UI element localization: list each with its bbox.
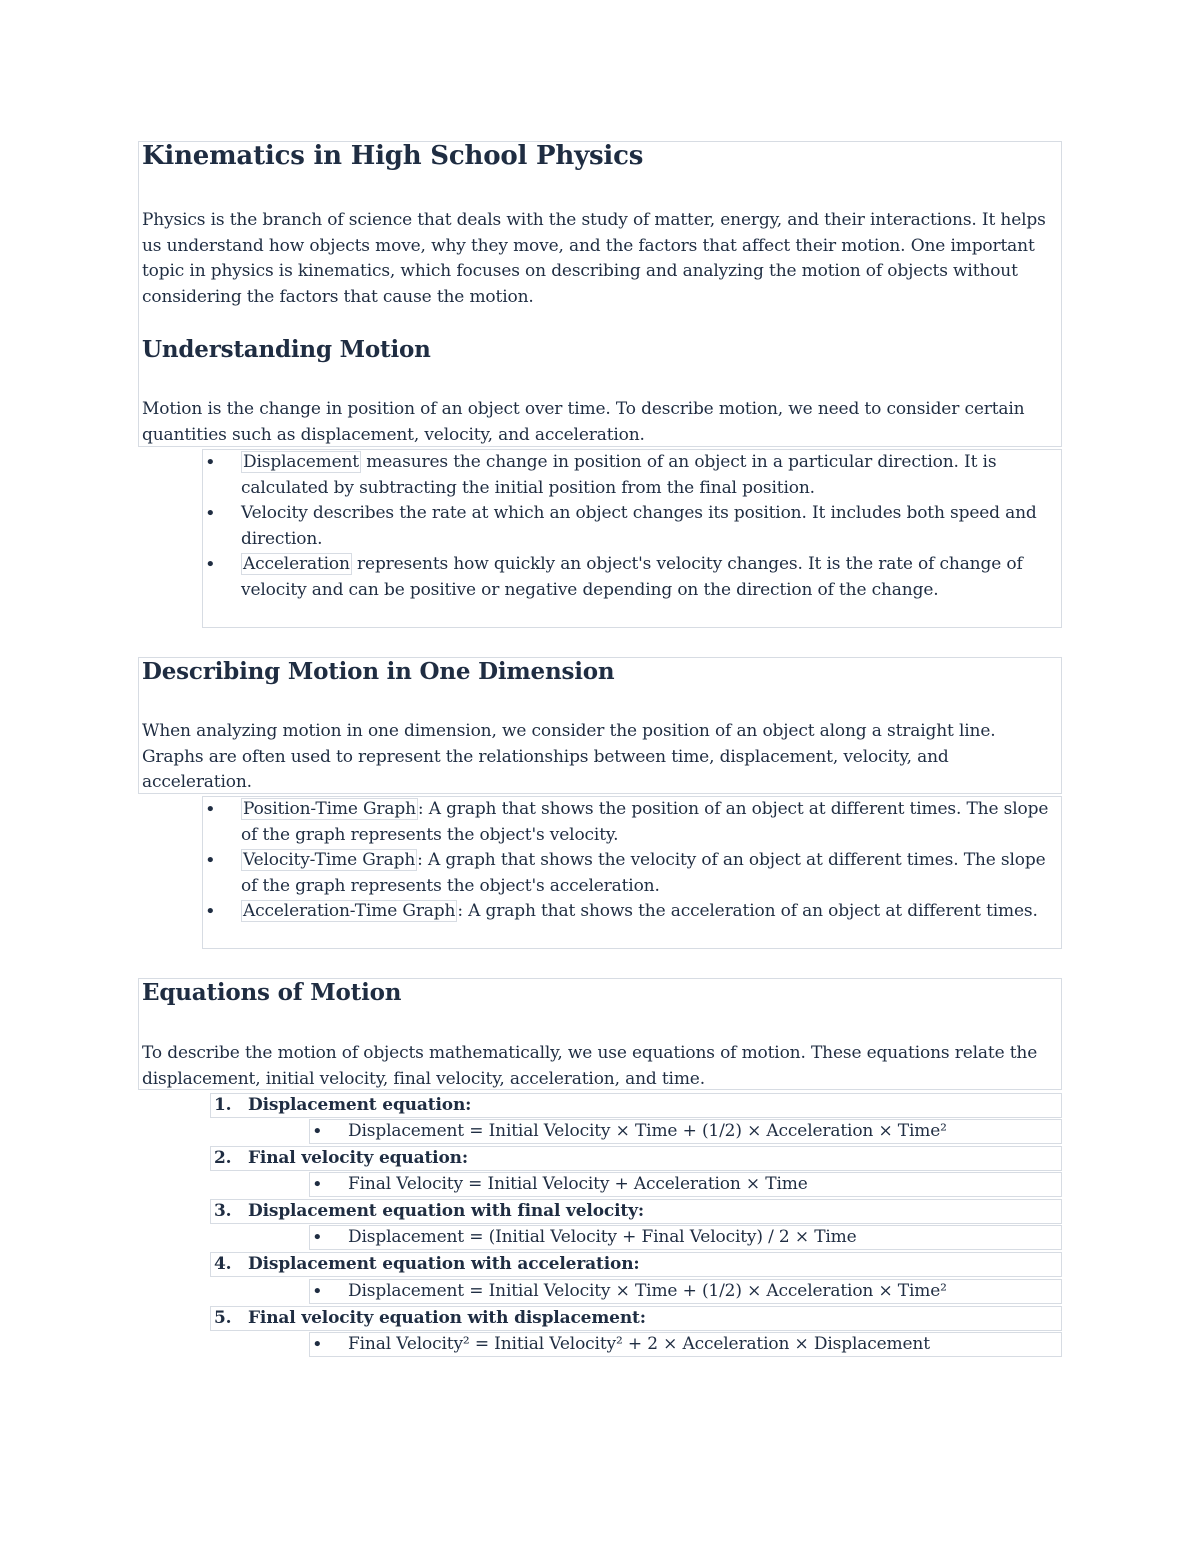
formula-text: Final Velocity² = Initial Velocity² + 2 × Acceleration × Displacement (348, 1334, 930, 1354)
understanding-heading: Understanding Motion (142, 336, 431, 363)
one-dimension-heading: Describing Motion in One Dimension (142, 658, 615, 685)
formula-text: Displacement = Initial Velocity × Time + (1/2) × Acceleration × Time² (348, 1281, 947, 1301)
understanding-paragraph: Motion is the change in position of an object over time. To describe motion, we need to consider certain quantities such as displacement, velocity, and acceleration. (142, 399, 1025, 445)
term-velocity-time-graph: Velocity-Time Graph (243, 850, 416, 870)
list-item (203, 848, 1061, 899)
equation-item-4 (210, 1252, 1062, 1277)
equations-paragraph: To describe the motion of objects mathematically, we use equations of motion. These equations relate the displacement, initial velocity, final velocity, acceleration, and time. (142, 1043, 1038, 1089)
graphs-list (202, 796, 1062, 949)
understanding-list (202, 449, 1062, 628)
equation-label: Displacement equation with acceleration: (248, 1254, 640, 1274)
term-acceleration-time-graph: Acceleration-Time Graph (243, 901, 456, 921)
equation-formula-1 (309, 1119, 1062, 1144)
list-item (203, 797, 1061, 848)
formula-text: Final Velocity = Initial Velocity + Acceleration × Time (348, 1174, 808, 1194)
list-item (203, 450, 1061, 501)
equation-formula-4 (309, 1279, 1062, 1304)
equation-number: 4. (214, 1254, 232, 1274)
bullet-icon: • (312, 1334, 323, 1355)
list-item (203, 501, 1061, 552)
equation-label: Final velocity equation with displacement: (248, 1308, 646, 1328)
equation-formula-3 (309, 1225, 1062, 1250)
equation-label: Displacement equation: (248, 1095, 472, 1115)
equation-number: 1. (214, 1095, 232, 1115)
formula-text: Displacement = Initial Velocity × Time + (1/2) × Acceleration × Time² (348, 1121, 947, 1141)
item-text: measures the change in position of an object in a particular direction. It is calculated by subtracting the initial position from the final position. (241, 452, 997, 498)
one-dimension-paragraph: When analyzing motion in one dimension, we consider the position of an object along a straight line. Graphs are often used to represent the relationships between time, displacement, velocity, and acceleration. (142, 721, 996, 792)
equations-heading: Equations of Motion (142, 979, 402, 1006)
intro-paragraph: Physics is the branch of science that deals with the study of matter, energy, and their interactions. It helps us understand how objects move, why they move, and the factors that affect their motion. One important topic in physics is kinematics, which focuses on describing and analyzing the motion of objects without considering the factors that cause the motion. (142, 210, 1046, 307)
item-text: : A graph that shows the velocity of an object at different times. The slope of the graph represents the object's acceleration. (241, 850, 1046, 896)
equation-label: Displacement equation with final velocity: (248, 1201, 644, 1221)
page-title: Kinematics in High School Physics (142, 141, 644, 171)
bullet-icon: • (312, 1174, 323, 1195)
term-displacement: Displacement (243, 452, 359, 472)
item-text: : A graph that shows the position of an object at different times. The slope of the graph represents the object's velocity. (241, 799, 1049, 845)
term-position-time-graph: Position-Time Graph (243, 799, 416, 819)
item-text: represents how quickly an object's velocity changes. It is the rate of change of velocity and can be positive or negative depending on the direction of the change. (241, 554, 1023, 600)
equation-number: 5. (214, 1308, 232, 1328)
bullet-icon: • (312, 1121, 323, 1142)
item-text: describes the rate at which an object changes its position. It includes both speed and direction. (241, 503, 1037, 549)
bullet-icon: • (312, 1281, 323, 1302)
equation-item-1 (210, 1093, 1062, 1118)
formula-text: Displacement = (Initial Velocity + Final Velocity) / 2 × Time (348, 1227, 857, 1247)
equation-formula-5 (309, 1332, 1062, 1357)
term-acceleration: Acceleration (243, 554, 350, 574)
bullet-icon: • (312, 1227, 323, 1248)
term-velocity: Velocity (241, 503, 308, 523)
item-text: : A graph that shows the acceleration of an object at different times. (457, 901, 1038, 921)
equation-number: 2. (214, 1148, 232, 1168)
equation-item-2 (210, 1146, 1062, 1171)
list-item (203, 552, 1061, 603)
equation-label: Final velocity equation: (248, 1148, 468, 1168)
list-item (203, 899, 1061, 925)
equation-number: 3. (214, 1201, 232, 1221)
equation-formula-2 (309, 1172, 1062, 1197)
equation-item-5 (210, 1306, 1062, 1331)
equation-item-3 (210, 1199, 1062, 1224)
